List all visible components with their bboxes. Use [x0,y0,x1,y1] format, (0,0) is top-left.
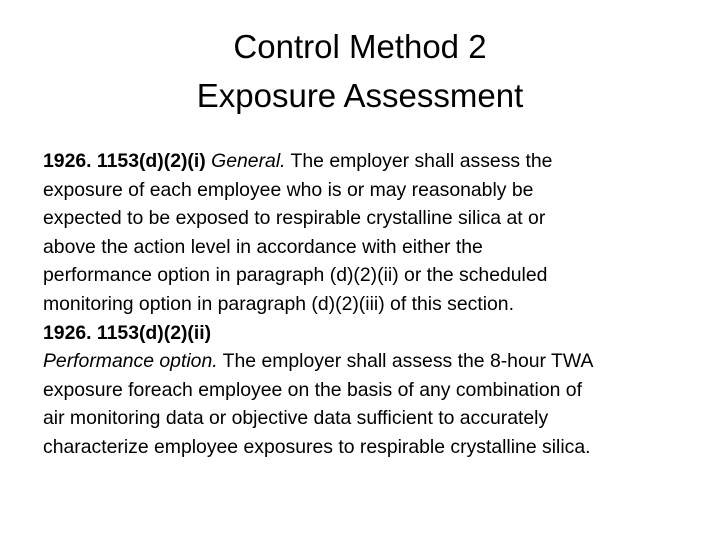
body-line-10: air monitoring data or objective data sufficient to accurately [43,407,549,430]
section-heading-general: General. [205,150,286,172]
body-text: The employer shall assess the [285,150,553,172]
regulation-reference: 1926. 1153(d)(2)(i) [43,150,206,172]
slide-title [0,22,720,120]
slide-body [43,147,683,462]
body-line-2: exposure of each employee who is or may reasonably be [43,178,534,201]
body-line-5: performance option in paragraph (d)(2)(ii) or the scheduled [43,264,548,287]
body-line-8 [43,347,683,376]
body-text: The employer shall assess the 8-hour TWA [217,350,594,373]
body-line-1 [43,147,683,176]
body-line-9: exposure foreach employee on the basis of any combination of [43,378,582,401]
body-line-4: above the action level in accordance with either the [43,235,483,258]
body-line-11: characterize employee exposures to respirable crystalline silica. [43,435,591,458]
slide-title-line-1: Control Method 2 [233,28,487,65]
body-line-7 [43,319,683,348]
body-line-3: expected to be exposed to respirable crystalline silica at or [43,207,546,230]
regulation-reference: 1926. 1153(d)(2)(ii) [43,321,212,344]
slide-title-line-2: Exposure Assessment [196,77,524,114]
section-heading-performance-option: Performance option. [43,350,218,373]
body-line-6: monitoring option in paragraph (d)(2)(iii) of this section. [43,292,514,315]
